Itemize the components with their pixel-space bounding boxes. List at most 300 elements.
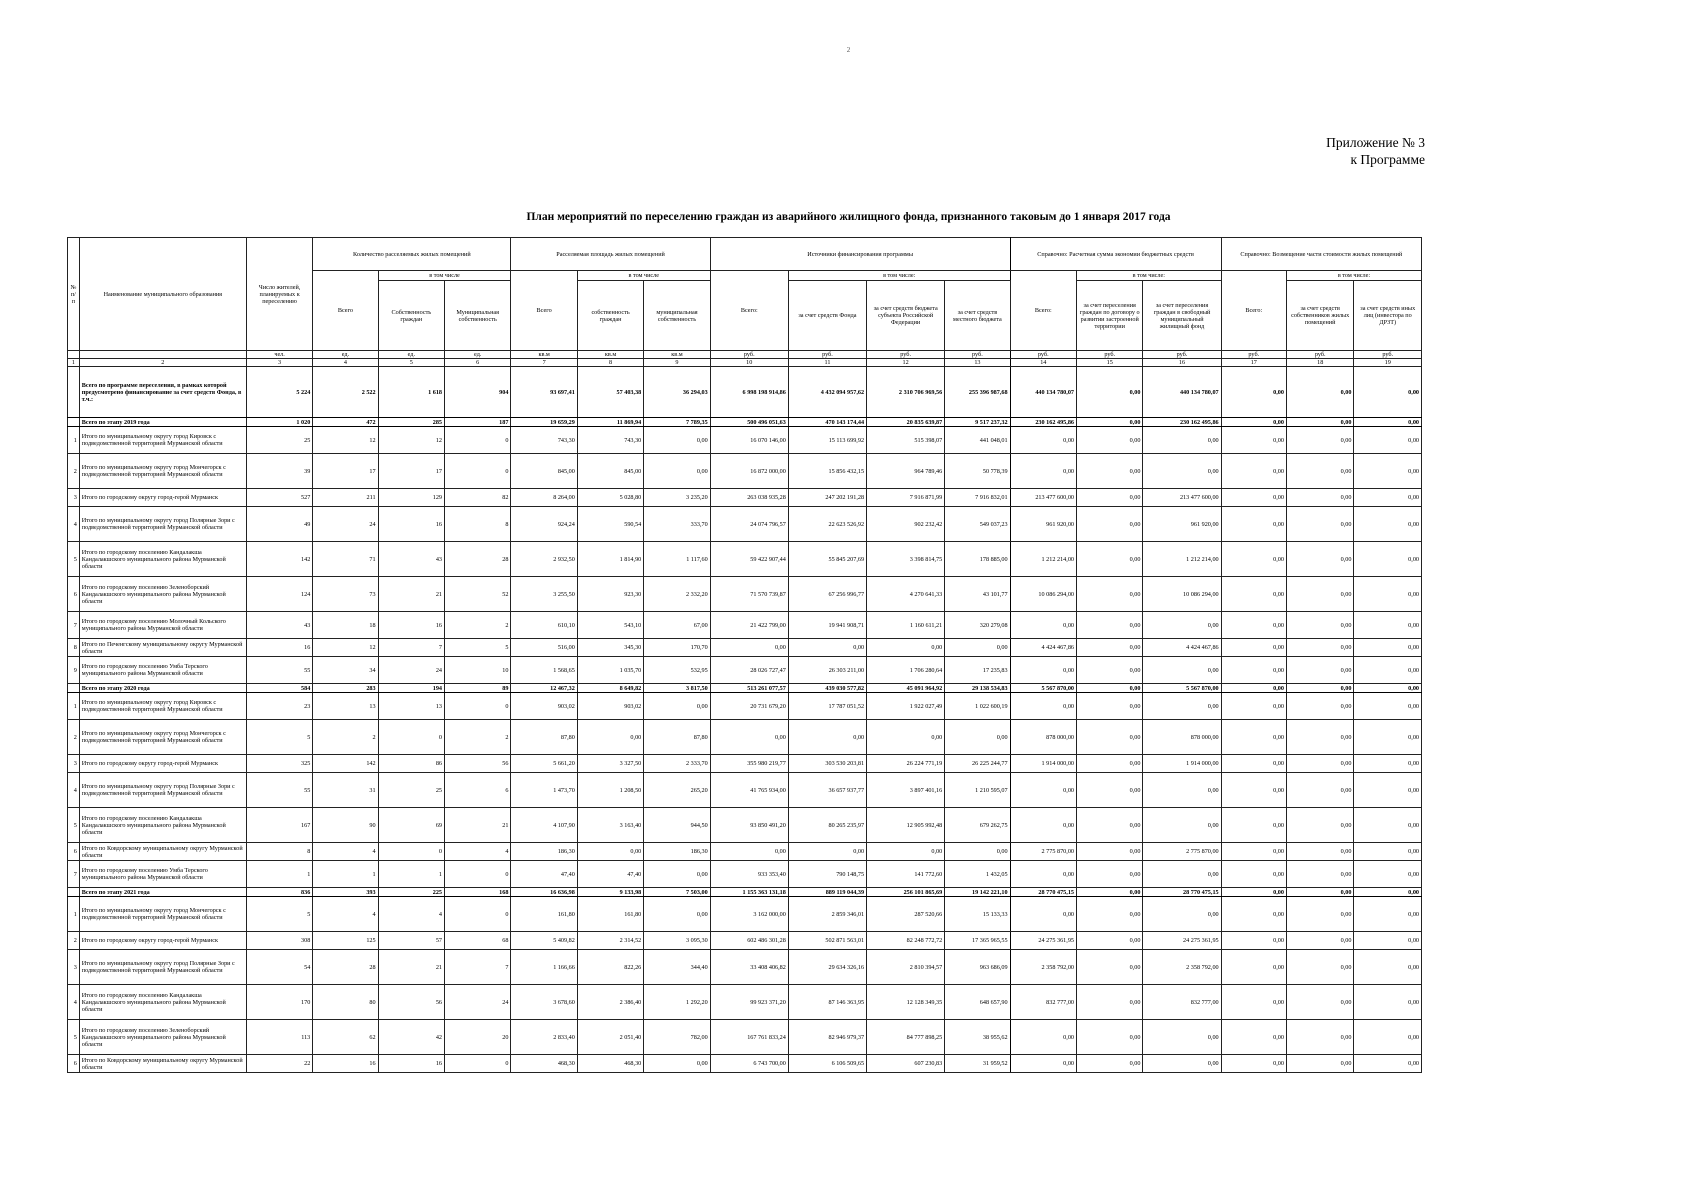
value-cell: 16 070 146,00: [710, 427, 788, 454]
header-ref-free-fund: за счет переселения граждан в свободный муниципальный жилищный фонд: [1143, 281, 1221, 351]
value-cell: 167: [246, 808, 312, 843]
value-cell: 8: [246, 843, 312, 861]
value-cell: 6: [445, 773, 511, 808]
units-cell: руб.: [1286, 351, 1353, 359]
value-cell: 0,00: [1221, 507, 1286, 542]
row-number: 3: [68, 950, 80, 985]
value-cell: 470 143 174,44: [788, 418, 866, 427]
value-cell: 0,00: [1354, 657, 1422, 684]
units-cell: чел.: [246, 351, 312, 359]
value-cell: 0,00: [1143, 808, 1221, 843]
municipality-name: Всего по этапу 2019 года: [79, 418, 246, 427]
value-cell: 47,40: [577, 861, 643, 888]
row-number: 7: [68, 861, 80, 888]
value-cell: 0,00: [788, 639, 866, 657]
value-cell: 2 775 870,00: [1143, 843, 1221, 861]
value-cell: 9 517 237,32: [945, 418, 1010, 427]
value-cell: 0,00: [644, 897, 710, 932]
value-cell: 0,00: [1077, 542, 1143, 577]
header-group-savings: Справочно: Расчетная сумма экономии бюджетных средств: [1010, 238, 1221, 271]
value-cell: 440 134 780,07: [1143, 367, 1221, 418]
value-cell: 4: [445, 843, 511, 861]
value-cell: 0,00: [1010, 897, 1076, 932]
value-cell: 178 885,00: [945, 542, 1010, 577]
colnum-cell: 1: [68, 359, 80, 367]
value-cell: 7 916 871,99: [867, 489, 945, 507]
municipality-name: Итого по муниципальному округу город Кировск с подведомственной территорией Мурманской области: [79, 427, 246, 454]
value-cell: 287 520,66: [867, 897, 945, 932]
row-number: 7: [68, 612, 80, 639]
value-cell: 0,00: [644, 454, 710, 489]
row-number: 4: [68, 985, 80, 1020]
value-cell: 0,00: [1354, 612, 1422, 639]
header-group-compensation: Справочно: Возмещение части стоимости жилых помещений: [1221, 238, 1421, 271]
value-cell: 607 230,83: [867, 1055, 945, 1073]
value-cell: 12: [378, 427, 444, 454]
units-cell: руб.: [710, 351, 788, 359]
header-municipal-own: Муниципальная собственность: [445, 281, 511, 351]
value-cell: 86: [378, 755, 444, 773]
value-cell: 21 422 799,00: [710, 612, 788, 639]
value-cell: 355 980 219,77: [710, 755, 788, 773]
value-cell: 12: [313, 639, 378, 657]
value-cell: 283: [313, 684, 378, 693]
value-cell: 24: [445, 985, 511, 1020]
value-cell: 67,00: [644, 612, 710, 639]
value-cell: 0,00: [1221, 773, 1286, 808]
value-cell: 22: [246, 1055, 312, 1073]
value-cell: 0,00: [1286, 720, 1353, 755]
header-area-total: Всего: [511, 271, 577, 351]
value-cell: 247 202 191,28: [788, 489, 866, 507]
value-cell: 3 162 000,00: [710, 897, 788, 932]
municipality-name: Итого по муниципальному округу город Полярные Зори с подведомственной территорией Мурманской области: [79, 950, 246, 985]
value-cell: 590,54: [577, 507, 643, 542]
value-cell: 0,00: [788, 843, 866, 861]
value-cell: 468,30: [511, 1055, 577, 1073]
value-cell: 0,00: [1077, 367, 1143, 418]
colnum-cell: 9: [644, 359, 710, 367]
value-cell: 0,00: [1143, 612, 1221, 639]
value-cell: 0,00: [1077, 897, 1143, 932]
value-cell: 13: [313, 693, 378, 720]
value-cell: 439 030 577,82: [788, 684, 866, 693]
value-cell: 3 678,60: [511, 985, 577, 1020]
value-cell: 0,00: [1077, 507, 1143, 542]
value-cell: 903,02: [511, 693, 577, 720]
value-cell: 822,26: [577, 950, 643, 985]
value-cell: 2: [445, 612, 511, 639]
value-cell: 1 814,90: [577, 542, 643, 577]
value-cell: 743,30: [511, 427, 577, 454]
table-row: [68, 808, 1422, 843]
colnum-cell: 7: [511, 359, 577, 367]
value-cell: 56: [378, 985, 444, 1020]
value-cell: 59 422 907,44: [710, 542, 788, 577]
value-cell: 12 467,32: [511, 684, 577, 693]
value-cell: 0,00: [1221, 932, 1286, 950]
value-cell: 2 386,40: [577, 985, 643, 1020]
value-cell: 0,00: [1143, 454, 1221, 489]
value-cell: 0,00: [1354, 577, 1422, 612]
value-cell: 41 765 934,00: [710, 773, 788, 808]
municipality-name: Итого по Печенгскому муниципальному округу Мурманской области: [79, 639, 246, 657]
value-cell: 54: [246, 950, 312, 985]
value-cell: 213 477 600,00: [1143, 489, 1221, 507]
municipality-name: Итого по городскому округу город-герой Мурманск: [79, 755, 246, 773]
header-group-financing: Источники финансирования программы: [710, 238, 1010, 271]
value-cell: 8 649,82: [577, 684, 643, 693]
municipality-name: Итого по городскому поселению Молочный Кольского муниципального района Мурманской области: [79, 612, 246, 639]
value-cell: 0: [445, 454, 511, 489]
value-cell: 1: [378, 861, 444, 888]
value-cell: 0,00: [1354, 888, 1422, 897]
value-cell: 187: [445, 418, 511, 427]
municipality-name: Итого по муниципальному округу город Мончегорск с подведомственной территорией Мурманской области: [79, 720, 246, 755]
table-row: [68, 657, 1422, 684]
value-cell: 71: [313, 542, 378, 577]
value-cell: 2 314,52: [577, 932, 643, 950]
table-row: [68, 577, 1422, 612]
value-cell: 8: [445, 507, 511, 542]
value-cell: 43: [378, 542, 444, 577]
table-row: [68, 720, 1422, 755]
value-cell: 933 353,40: [710, 861, 788, 888]
table-row: [68, 755, 1422, 773]
value-cell: 0,00: [1221, 418, 1286, 427]
value-cell: 16: [246, 639, 312, 657]
value-cell: 440 134 780,07: [1010, 367, 1076, 418]
value-cell: 129: [378, 489, 444, 507]
value-cell: 26 303 211,00: [788, 657, 866, 684]
value-cell: 0,00: [1221, 888, 1286, 897]
municipality-name: Итого по городскому поселению Кандалакша Кандалакшского муниципального района Мурманской области: [79, 542, 246, 577]
value-cell: 10 086 294,00: [1010, 577, 1076, 612]
value-cell: 19 941 908,71: [788, 612, 866, 639]
table-row: [68, 1055, 1422, 1073]
value-cell: 39: [246, 454, 312, 489]
value-cell: 441 048,01: [945, 427, 1010, 454]
value-cell: 4: [378, 897, 444, 932]
value-cell: 225: [378, 888, 444, 897]
value-cell: 0,00: [1010, 454, 1076, 489]
value-cell: 26 225 244,77: [945, 755, 1010, 773]
value-cell: 345,30: [577, 639, 643, 657]
table-row: [68, 985, 1422, 1020]
units-cell: [79, 351, 246, 359]
header-fin-incl: в том числе:: [788, 271, 1010, 281]
row-number: 3: [68, 489, 80, 507]
value-cell: 0,00: [1221, 657, 1286, 684]
value-cell: 0,00: [1286, 427, 1353, 454]
value-cell: 0,00: [1010, 808, 1076, 843]
value-cell: 0,00: [1143, 897, 1221, 932]
value-cell: 0,00: [1221, 897, 1286, 932]
value-cell: 0,00: [1221, 808, 1286, 843]
value-cell: 82: [445, 489, 511, 507]
value-cell: 170: [246, 985, 312, 1020]
value-cell: 513 261 077,57: [710, 684, 788, 693]
value-cell: 2 333,70: [644, 755, 710, 773]
units-cell: кв.м: [511, 351, 577, 359]
value-cell: 1 212 214,00: [1143, 542, 1221, 577]
value-cell: 56: [445, 755, 511, 773]
value-cell: 69: [378, 808, 444, 843]
value-cell: 584: [246, 684, 312, 693]
municipality-name: Итого по городскому поселению Кандалакша Кандалакшского муниципального района Мурманской области: [79, 985, 246, 1020]
value-cell: 1 618: [378, 367, 444, 418]
value-cell: 25: [378, 773, 444, 808]
value-cell: 0,00: [1354, 1055, 1422, 1073]
units-cell: кв.м: [644, 351, 710, 359]
header-rooms-incl: в том числе: [378, 271, 511, 281]
value-cell: 87 146 363,95: [788, 985, 866, 1020]
value-cell: 38 955,62: [945, 1020, 1010, 1055]
value-cell: 0,00: [1221, 985, 1286, 1020]
municipality-name: Итого по городскому округу город-герой Мурманск: [79, 932, 246, 950]
value-cell: 468,30: [577, 1055, 643, 1073]
value-cell: 89: [445, 684, 511, 693]
value-cell: 320 279,08: [945, 612, 1010, 639]
value-cell: 29 138 534,83: [945, 684, 1010, 693]
value-cell: 73: [313, 577, 378, 612]
value-cell: 0,00: [1010, 427, 1076, 454]
value-cell: 0,00: [1354, 639, 1422, 657]
row-number: [68, 684, 80, 693]
value-cell: 0,00: [710, 639, 788, 657]
value-cell: 0,00: [1221, 755, 1286, 773]
value-cell: 648 657,90: [945, 985, 1010, 1020]
value-cell: 0,00: [644, 861, 710, 888]
value-cell: 0,00: [1143, 1020, 1221, 1055]
value-cell: 0,00: [710, 720, 788, 755]
table-row: [68, 950, 1422, 985]
colnum-cell: 13: [945, 359, 1010, 367]
value-cell: 549 037,23: [945, 507, 1010, 542]
table-row: [68, 1020, 1422, 1055]
value-cell: 55: [246, 657, 312, 684]
value-cell: 961 920,00: [1143, 507, 1221, 542]
value-cell: 610,10: [511, 612, 577, 639]
value-cell: 0,00: [1286, 639, 1353, 657]
value-cell: 0,00: [1354, 454, 1422, 489]
value-cell: 16: [378, 1055, 444, 1073]
colnum-cell: 16: [1143, 359, 1221, 367]
value-cell: 0,00: [1286, 773, 1353, 808]
value-cell: 0,00: [1354, 427, 1422, 454]
value-cell: 99 923 371,20: [710, 985, 788, 1020]
value-cell: 19 142 221,10: [945, 888, 1010, 897]
value-cell: 0,00: [1286, 808, 1353, 843]
value-cell: 303 530 203,81: [788, 755, 866, 773]
value-cell: 904: [445, 367, 511, 418]
header-comp-incl: в том числе:: [1286, 271, 1421, 281]
value-cell: 602 486 301,28: [710, 932, 788, 950]
value-cell: 25: [246, 427, 312, 454]
value-cell: 7: [378, 639, 444, 657]
value-cell: 472: [313, 418, 378, 427]
units-cell: руб.: [1010, 351, 1076, 359]
value-cell: 1 160 611,21: [867, 612, 945, 639]
value-cell: 6 998 198 914,86: [710, 367, 788, 418]
table-row: [68, 542, 1422, 577]
value-cell: 878 000,00: [1143, 720, 1221, 755]
value-cell: 903,02: [577, 693, 643, 720]
value-cell: 0,00: [1286, 684, 1353, 693]
value-cell: 0,00: [1286, 693, 1353, 720]
value-cell: 393: [313, 888, 378, 897]
colnum-cell: 5: [378, 359, 444, 367]
units-cell: [68, 351, 80, 359]
value-cell: 0,00: [1354, 808, 1422, 843]
value-cell: 3 897 401,16: [867, 773, 945, 808]
value-cell: 0,00: [1221, 693, 1286, 720]
value-cell: 1 022 600,19: [945, 693, 1010, 720]
value-cell: 0,00: [1354, 897, 1422, 932]
value-cell: 80 265 235,97: [788, 808, 866, 843]
value-cell: 0,00: [1286, 932, 1353, 950]
value-cell: 21: [378, 577, 444, 612]
units-cell: ед.: [313, 351, 378, 359]
stage-total-row: [68, 418, 1422, 427]
header-fin-total: Всего:: [710, 271, 788, 351]
value-cell: 1: [246, 861, 312, 888]
value-cell: 1 208,50: [577, 773, 643, 808]
header-comp-total: Всего:: [1221, 271, 1286, 351]
header-area-incl: в том числе: [577, 271, 710, 281]
value-cell: 0,00: [1354, 367, 1422, 418]
value-cell: 5 661,20: [511, 755, 577, 773]
header-name: Наименование муниципального образования: [79, 238, 246, 351]
row-number: 9: [68, 657, 80, 684]
row-number: 6: [68, 843, 80, 861]
table-row: [68, 932, 1422, 950]
table-row: [68, 693, 1422, 720]
value-cell: 1 155 363 131,18: [710, 888, 788, 897]
value-cell: 0,00: [1286, 755, 1353, 773]
value-cell: 344,40: [644, 950, 710, 985]
value-cell: 0,00: [1354, 693, 1422, 720]
municipality-name: Итого по городскому поселению Зеленоборский Кандалакшского муниципального района Мурманской области: [79, 1020, 246, 1055]
value-cell: 24 275 361,95: [1143, 932, 1221, 950]
value-cell: 15 133,33: [945, 897, 1010, 932]
value-cell: 67 256 996,77: [788, 577, 866, 612]
value-cell: 0: [378, 843, 444, 861]
value-cell: 57 403,38: [577, 367, 643, 418]
value-cell: 15 113 699,92: [788, 427, 866, 454]
resettlement-plan-table: [67, 237, 1422, 1073]
value-cell: 0,00: [1221, 720, 1286, 755]
header-owners: за счет средств собственников жилых помещений: [1286, 281, 1353, 351]
value-cell: 19 659,29: [511, 418, 577, 427]
row-number: 4: [68, 773, 80, 808]
value-cell: 24 275 361,95: [1010, 932, 1076, 950]
value-cell: 0,00: [1077, 720, 1143, 755]
value-cell: 0,00: [1354, 720, 1422, 755]
value-cell: 71 570 739,87: [710, 577, 788, 612]
value-cell: 0,00: [1221, 1055, 1286, 1073]
value-cell: 1 706 280,64: [867, 657, 945, 684]
colnum-cell: 2: [79, 359, 246, 367]
document-title: План мероприятий по переселению граждан из аварийного жилищного фонда, признанного таковым до 1 января 2017 года: [526, 211, 1171, 223]
value-cell: 168: [445, 888, 511, 897]
value-cell: 0,00: [1077, 427, 1143, 454]
row-number: 6: [68, 1055, 80, 1073]
value-cell: 1 473,70: [511, 773, 577, 808]
value-cell: 43: [246, 612, 312, 639]
value-cell: 87,80: [511, 720, 577, 755]
value-cell: 0,00: [1221, 542, 1286, 577]
value-cell: 0,00: [1286, 367, 1353, 418]
table-row: [68, 489, 1422, 507]
value-cell: 80: [313, 985, 378, 1020]
value-cell: 1 568,65: [511, 657, 577, 684]
value-cell: 963 686,09: [945, 950, 1010, 985]
value-cell: 0,00: [945, 720, 1010, 755]
value-cell: 0: [445, 427, 511, 454]
value-cell: 0,00: [1143, 657, 1221, 684]
value-cell: 2 522: [313, 367, 378, 418]
value-cell: 5: [445, 639, 511, 657]
value-cell: 31: [313, 773, 378, 808]
value-cell: 16 872 000,00: [710, 454, 788, 489]
table-row: [68, 773, 1422, 808]
header-area-municipal: муниципальная собственность: [644, 281, 710, 351]
value-cell: 21: [378, 950, 444, 985]
table-row: [68, 861, 1422, 888]
value-cell: 0,00: [1077, 843, 1143, 861]
value-cell: 0,00: [1143, 861, 1221, 888]
value-cell: 90: [313, 808, 378, 843]
value-cell: 1 432,05: [945, 861, 1010, 888]
value-cell: 55 845 207,69: [788, 542, 866, 577]
value-cell: 0,00: [1221, 454, 1286, 489]
value-cell: 0,00: [1077, 418, 1143, 427]
value-cell: 0,00: [1077, 888, 1143, 897]
units-cell: руб.: [1143, 351, 1221, 359]
value-cell: 7 789,35: [644, 418, 710, 427]
value-cell: 0,00: [1221, 489, 1286, 507]
value-cell: 28 026 727,47: [710, 657, 788, 684]
value-cell: 28 770 475,15: [1010, 888, 1076, 897]
value-cell: 211: [313, 489, 378, 507]
municipality-name: Всего по этапу 2020 года: [79, 684, 246, 693]
value-cell: 68: [445, 932, 511, 950]
value-cell: 1 212 214,00: [1010, 542, 1076, 577]
value-cell: 502 871 563,01: [788, 932, 866, 950]
colnum-cell: 6: [445, 359, 511, 367]
value-cell: 17 235,83: [945, 657, 1010, 684]
header-own-citizens: Собственность граждан: [378, 281, 444, 351]
value-cell: 24 074 796,57: [710, 507, 788, 542]
value-cell: 21: [445, 808, 511, 843]
value-cell: 0: [445, 861, 511, 888]
value-cell: 0,00: [1286, 888, 1353, 897]
value-cell: 0,00: [1221, 843, 1286, 861]
value-cell: 28: [445, 542, 511, 577]
value-cell: 902 232,42: [867, 507, 945, 542]
value-cell: 0,00: [1077, 1055, 1143, 1073]
header-area-citizens: собственность граждан: [577, 281, 643, 351]
value-cell: 308: [246, 932, 312, 950]
stage-total-row: [68, 888, 1422, 897]
value-cell: 0,00: [1077, 489, 1143, 507]
value-cell: 0,00: [1354, 684, 1422, 693]
value-cell: 0,00: [1010, 612, 1076, 639]
municipality-name: Итого по муниципальному округу город Полярные Зори с подведомственной территорией Мурманской области: [79, 507, 246, 542]
value-cell: 5: [246, 897, 312, 932]
value-cell: 2 833,40: [511, 1020, 577, 1055]
